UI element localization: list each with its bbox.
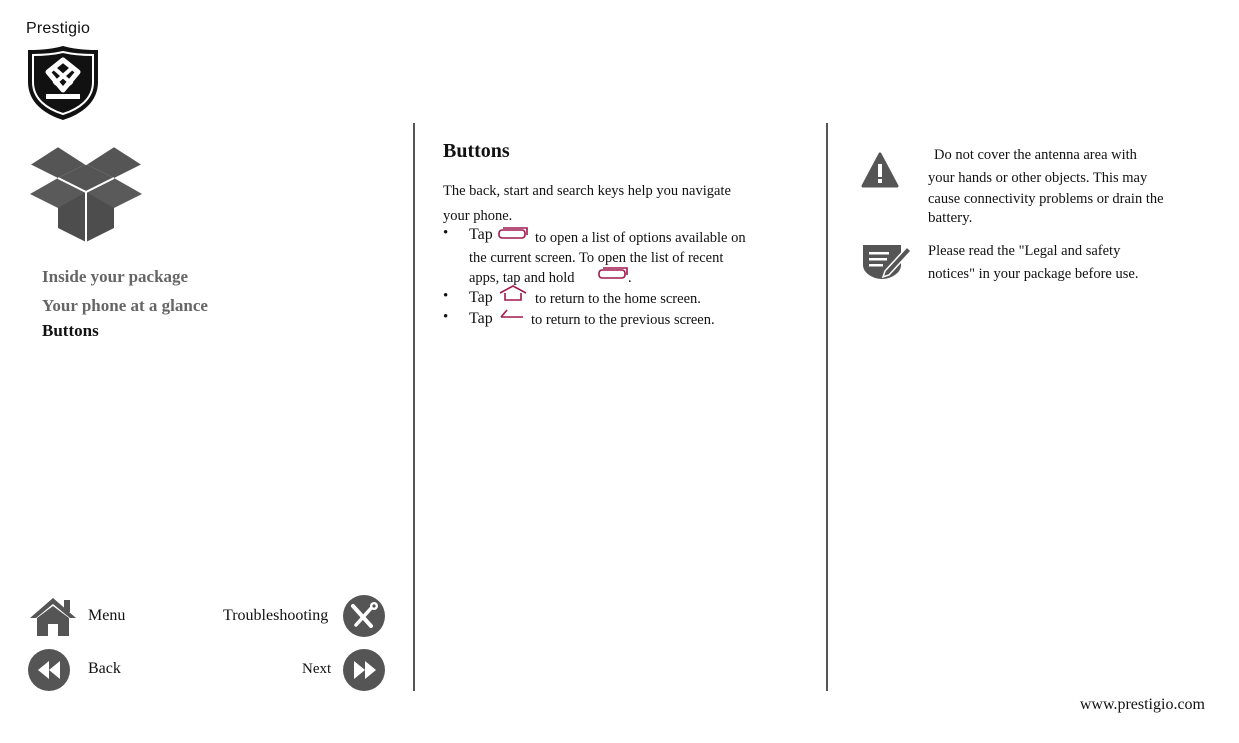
back-button-icon [497,306,527,322]
tap-word: Tap [469,226,493,243]
warning-text-line2: your hands or other objects. This may [928,170,1148,186]
toc-item-buttons[interactable]: Buttons [42,321,99,340]
bullet3-text: to return to the previous screen. [531,312,715,328]
bullet2-text: to return to the home screen. [535,291,701,307]
next-forward-icon[interactable] [343,649,385,691]
warning-text-line1: Do not cover the antenna area with [934,147,1137,163]
column-divider-left [413,123,415,691]
package-box-icon [28,142,144,244]
toc-item-phone-at-glance[interactable]: Your phone at a glance [42,296,208,315]
brand-name: Prestigio [26,20,91,37]
tap-word: Tap [469,289,493,306]
warning-end: . [968,210,973,226]
bullet-marker: • [443,309,449,325]
warning-battery-word: battery [928,210,969,226]
info-text-line2: notices" in your package before use. [928,266,1139,282]
tap-word: Tap [469,310,493,327]
back-rewind-icon[interactable] [28,649,70,691]
page-title: Buttons [443,140,510,162]
bullet1-text-line1: to open a list of options available on [535,230,746,246]
warning-triangle-icon [861,151,899,191]
warning-text-line3: cause connectivity problems or drain the [928,191,1164,207]
home-menu-icon[interactable] [28,596,78,638]
bullet-marker: • [443,225,449,241]
toc-item-inside-package[interactable]: Inside your package [42,267,189,286]
tools-troubleshooting-icon[interactable] [343,595,385,637]
bullet-marker: • [443,288,449,304]
recent-apps-button-icon [597,265,629,281]
bullet1-end: . [628,270,632,286]
back-link[interactable]: Back [88,660,121,677]
troubleshooting-link[interactable]: Troubleshooting [223,607,329,624]
bullet1-text-line2: the current screen. To open the list of recent [469,250,724,266]
warning-text-line4 [928,210,972,227]
home-button-icon [497,284,529,302]
recent-apps-button-icon [497,225,529,241]
bullet1-text-line3: apps, tap and hold [469,270,575,286]
menu-link[interactable]: Menu [88,607,126,624]
next-link[interactable]: Next [302,661,332,677]
footer-website-link[interactable]: www.prestigio.com [1079,696,1205,713]
info-text-line1: Please read the "Legal and safety [928,243,1121,259]
intro-text-line2: your phone. [443,208,513,224]
prestigio-logo-icon [26,44,100,122]
column-divider-right [826,123,828,691]
note-pencil-icon [861,241,913,281]
intro-text-line1: The back, start and search keys help you navigate [443,183,731,199]
